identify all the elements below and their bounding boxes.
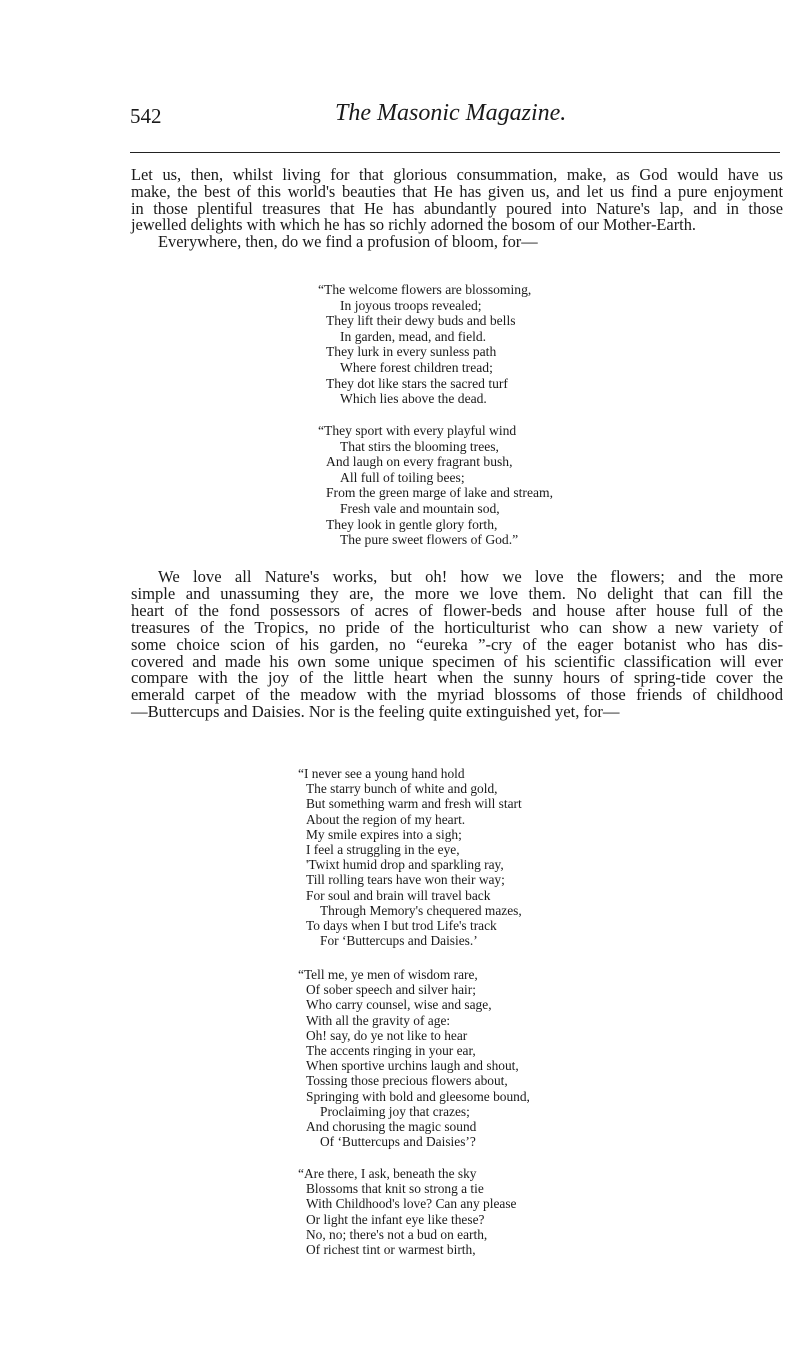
verse-line: I feel a struggling in the eye, [306,842,460,858]
paragraph-1 [131,167,783,251]
verse-line: For ‘Buttercups and Daisies.’ [320,933,478,949]
poem-stanza-1 [318,282,532,407]
verse-line: Blossoms that knit so strong a tie [306,1181,484,1197]
paragraph-line: jewelled delights with which he has so richly adorned the bosom of our Mother-Earth. [131,215,697,235]
verse-line: The starry bunch of white and gold, [306,781,498,797]
paragraph-line: simple and unassuming they are, the more we love them. No delight that can fill the [131,583,783,603]
verse-line: Proclaiming joy that crazes; [320,1103,470,1119]
verse-line: When sportive urchins laugh and shout, [306,1058,519,1074]
journal-title: The Masonic Magazine. [335,100,567,126]
verse-line: About the region of my heart. [306,811,466,827]
verse-line: Or light the infant eye like these? [306,1211,485,1227]
verse-line: Through Memory's chequered mazes, [320,902,522,918]
verse-line: The accents ringing in your ear, [306,1043,476,1059]
verse-line: The pure sweet flowers of God.” [340,532,519,548]
verse-line: “They sport with every playful wind [318,423,517,438]
paragraph-line: treasures of the Tropics, no pride of the horticulturist who can show a new variety of [131,617,783,637]
paragraph-line: heart of the fond possessors of acres of flower-beds and house after house full of the [131,600,783,620]
verse-line: Tossing those precious flowers about, [306,1073,508,1089]
verse-line: From the green marge of lake and stream, [326,485,553,501]
running-head [130,100,780,130]
verse-line: Of sober speech and silver hair; [306,982,476,998]
paragraph-line: covered and made his own some unique specimen of his scientific classification will ever [131,651,783,671]
verse-line: “The welcome flowers are blossoming, [318,282,532,297]
verse-line: No, no; there's not a bud on earth, [306,1226,488,1242]
paragraph-line: —Buttercups and Daisies. Nor is the feeling quite extinguished yet, for— [131,702,620,722]
verse-line: And laugh on every fragrant bush, [326,454,513,470]
paragraph-line: Everywhere, then, do we find a profusion of bloom, for— [158,232,538,252]
paragraph-2 [131,569,783,721]
verse-line: All full of toiling bees; [340,469,465,485]
paragraph-line: make, the best of this world's beauties that He has given us, and let us find a pure enjoyment [131,181,783,201]
paragraph-line: in those plentiful treasures that He has abundantly poured into Nature's lap, and in those [131,198,783,218]
verse-line: Where forest children tread; [340,359,493,375]
verse-line: They look in gentle glory forth, [326,516,498,532]
paragraph-line: compare with the joy of the little heart when the sunny hours of spring-tide cover the [131,668,783,688]
verse-line: Oh! say, do ye not like to hear [306,1027,468,1043]
poem-stanza-2 [318,423,553,548]
verse-line: “Tell me, ye men of wisdom rare, [298,967,478,982]
verse-line: Of ‘Buttercups and Daisies’? [320,1134,476,1150]
verse-line: Fresh vale and mountain sod, [340,500,500,516]
verse-line: For soul and brain will travel back [306,887,491,903]
verse-line: And chorusing the magic sound [306,1119,477,1135]
verse-line: In garden, mead, and field. [340,328,487,344]
verse-line: In joyous troops revealed; [340,297,482,313]
verse-line: Who carry counsel, wise and sage, [306,997,492,1013]
verse-line: “Are there, I ask, beneath the sky [298,1166,477,1181]
verse-line: Which lies above the dead. [340,391,487,407]
paragraph-line: emerald carpet of the meadow with the myriad blossoms of those friends of childhood [131,685,783,705]
verse-line: They lift their dewy buds and bells [326,313,516,329]
verse-line: But something warm and fresh will start [306,796,522,812]
verse-line: 'Twixt humid drop and sparkling ray, [306,857,504,873]
poem-stanza-5 [298,1166,517,1258]
verse-line: That stirs the blooming trees, [340,438,499,454]
verse-line: They dot like stars the sacred turf [326,375,508,391]
header-rule [130,152,780,153]
page-number: 542 [130,104,162,128]
paragraph-line: some choice scion of his garden, no “eureka ”-cry of the eager botanist who has dis- [131,634,783,654]
paragraph-line: Let us, then, whilst living for that glorious consummation, make, as God would have us [131,165,783,184]
verse-line: With Childhood's love? Can any please [306,1196,517,1212]
verse-line: My smile expires into a sigh; [306,826,462,842]
verse-line: Till rolling tears have won their way; [306,872,505,888]
poem-stanza-3 [298,766,522,949]
poem-stanza-4 [298,967,530,1150]
verse-line: They lurk in every sunless path [326,344,497,360]
verse-line: Of richest tint or warmest birth, [306,1242,476,1258]
verse-line: To days when I but trod Life's track [306,918,497,934]
verse-line: Springing with bold and gleesome bound, [306,1088,530,1104]
verse-line: “I never see a young hand hold [298,766,465,781]
paragraph-line: We love all Nature's works, but oh! how we love the flowers; and the more [158,567,783,586]
verse-line: With all the gravity of age: [306,1012,451,1028]
